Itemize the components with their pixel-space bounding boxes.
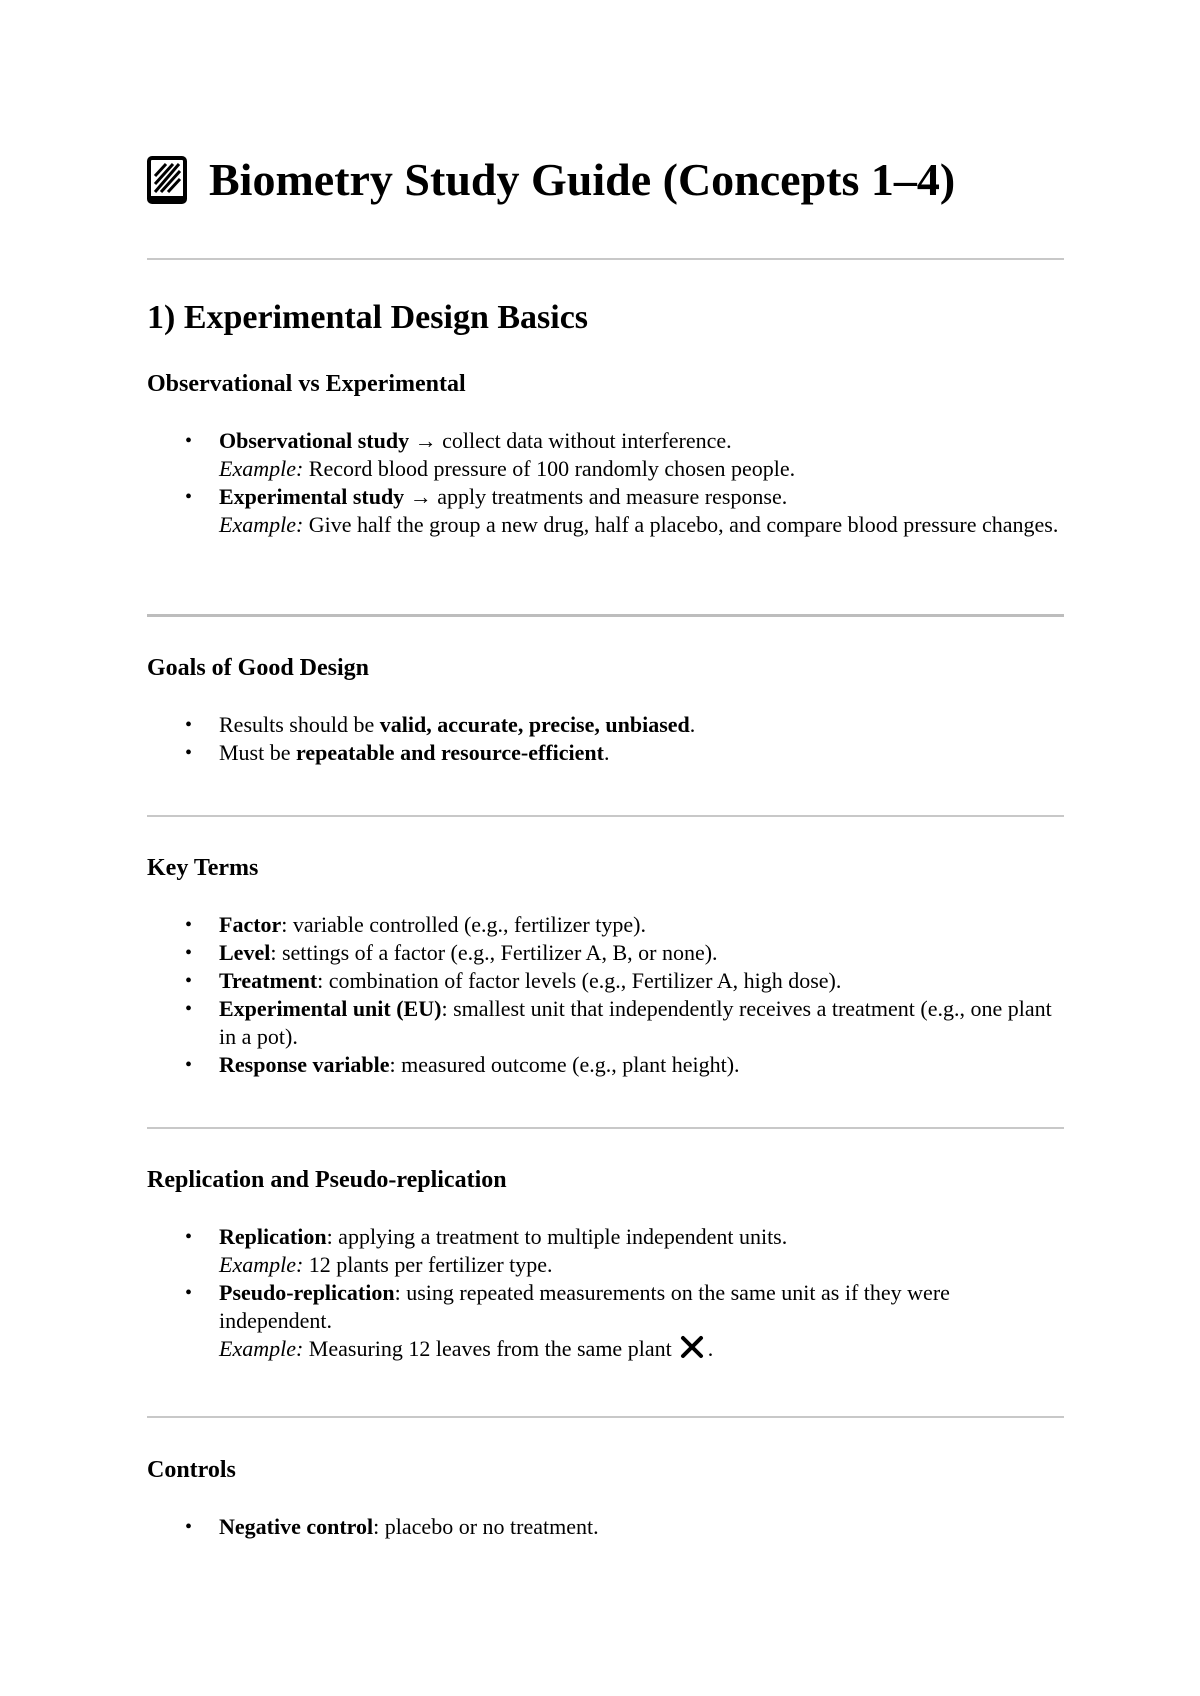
subsection-heading: Goals of Good Design [147,655,370,681]
obs-vs-exp-list [147,427,1064,539]
subsection-heading: Replication and Pseudo-replication [147,1167,507,1193]
bullet: • [185,1516,193,1538]
divider [147,258,1064,260]
example-label: Example: [219,456,304,481]
term: Experimental study [219,484,405,509]
bullet: • [185,742,193,764]
term: Experimental unit (EU) [219,996,442,1021]
divider [147,1416,1064,1418]
example-label: Example: [219,512,304,537]
term: Replication [219,1224,327,1249]
section-heading: 1) Experimental Design Basics [147,299,589,336]
controls-list [147,1513,1064,1541]
list-item: • Level: settings of a factor (e.g., Fertilizer A, B, or none). [185,940,718,965]
bullet: • [185,714,193,736]
divider [147,815,1064,817]
term: Pseudo-replication [219,1280,395,1305]
example-label: Example: [219,1336,304,1361]
bullet: • [185,998,193,1020]
description: apply treatments and measure response. [437,484,788,509]
arrow: → [404,484,438,509]
replication-list [147,1223,1064,1363]
bullet: • [185,1282,193,1304]
arrow: → [409,428,443,453]
example-text: Give half the group a new drug, half a placebo, and compare blood pressure changes. [303,512,1059,537]
subsection-heading: Observational vs Experimental [147,371,466,397]
term: Factor [219,912,282,937]
example-label: Example: [219,1252,304,1277]
page-title-text: Biometry Study Guide (Concepts 1–4) [209,154,956,205]
list-item: • Factor: variable controlled (e.g., fertilizer type). [185,912,646,937]
list-item: • Negative control: placebo or no treatment. [185,1514,599,1539]
cross-mark-icon [680,1335,704,1359]
book-icon [147,154,189,206]
term: Level [219,940,271,965]
bullet: • [185,914,193,936]
key-terms-list [147,911,1064,1079]
list-item: • Experimental unit (EU): smallest unit that independently receives a treatment (e.g., one plant in a pot). [185,996,1052,1049]
list-item: • Replication: applying a treatment to multiple independent units. Example: 12 plants per fertilizer type. [185,1224,788,1277]
list-item: • Pseudo-replication: using repeated measurements on the same unit as if they were independent. Example: Measuring 12 leaves from the same plant . [185,1280,950,1361]
emphasis: valid, accurate, precise, unbiased [379,712,690,737]
list-item: • Response variable: measured outcome (e.g., plant height). [185,1052,740,1077]
bullet: • [185,430,193,452]
bullet: • [185,970,193,992]
goals-list [147,711,1064,767]
term: Negative control [219,1514,374,1539]
list-item: • Results should be valid, accurate, precise, unbiased. [185,712,696,737]
bullet: • [185,1226,193,1248]
divider [147,614,1064,617]
term: Response variable [219,1052,390,1077]
list-item [147,427,1064,483]
page-title [147,150,955,210]
bullet: • [185,942,193,964]
divider [147,1127,1064,1129]
term: Observational study [219,428,410,453]
emphasis: repeatable and resource-efficient [296,740,604,765]
bullet: • [185,1054,193,1076]
example-text: Record blood pressure of 100 randomly chosen people. [303,456,796,481]
list-item: • Must be repeatable and resource-efficient. [185,740,610,765]
subsection-heading: Controls [147,1457,236,1483]
bullet: • [185,486,193,508]
list-item [147,483,1064,539]
list-item: • Treatment: combination of factor levels (e.g., Fertilizer A, high dose). [185,968,842,993]
term: Treatment [219,968,318,993]
subsection-heading: Key Terms [147,855,259,881]
description: collect data without interference. [442,428,732,453]
example-text: 12 plants per fertilizer type. [303,1252,553,1277]
example-text: Measuring 12 leaves from the same plant [303,1336,672,1361]
